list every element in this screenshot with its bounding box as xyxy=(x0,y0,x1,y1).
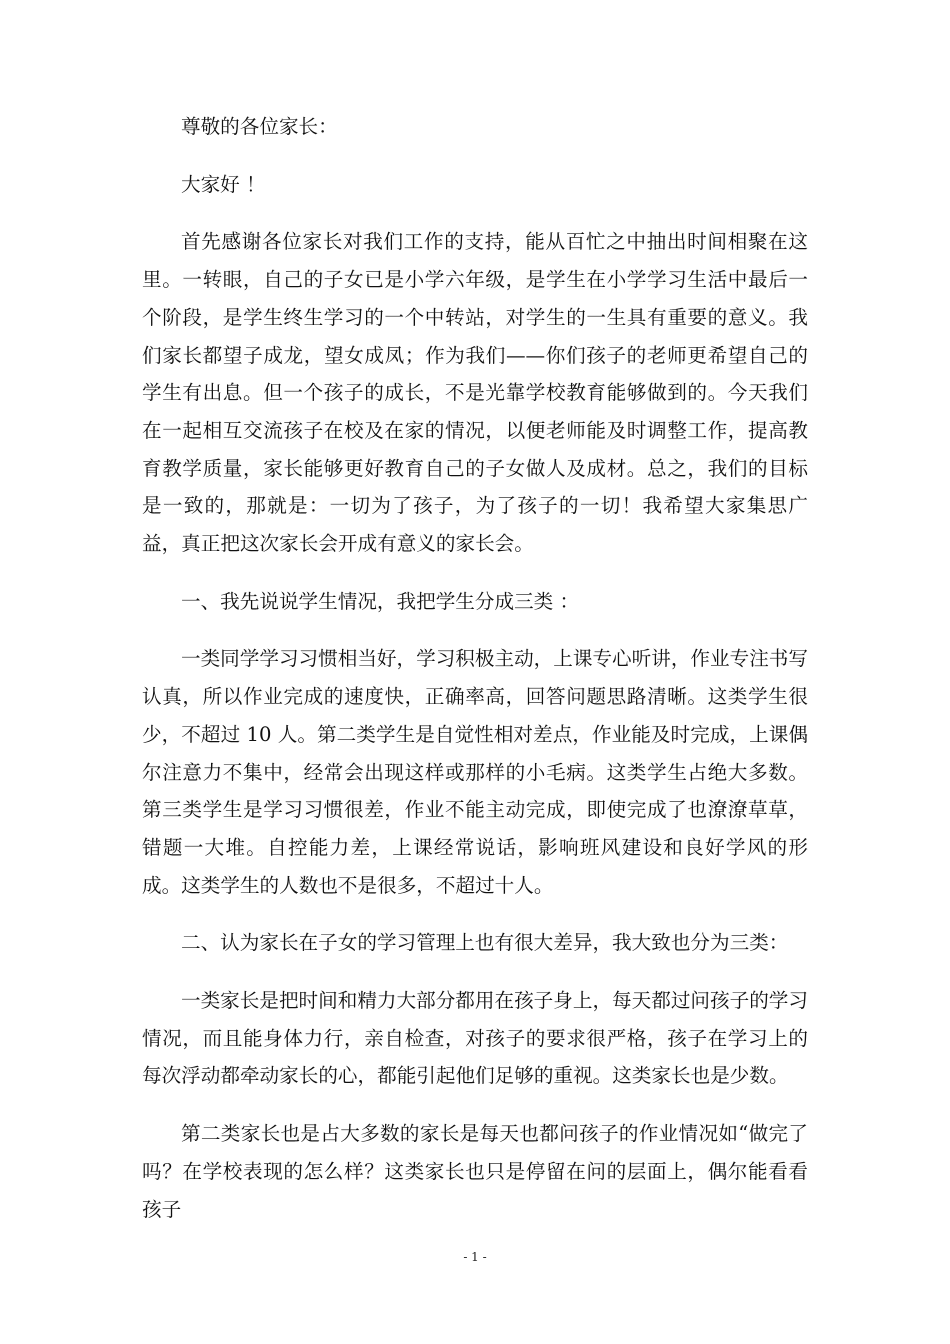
paragraph-parent-type-2: 第二类家长也是占大多数的家长是每天也都问孩子的作业情况如“做完了吗？在学校表现的怎么样？这类家长也只是停留在问的层面上，偶尔能看看孩子 xyxy=(142,1122,808,1221)
salutation: 尊敬的各位家长： xyxy=(181,115,338,138)
letter-body xyxy=(142,108,808,1248)
section-heading-parents: 二、认为家长在子女的学习管理上也有很大差异，我大致也分为三类： xyxy=(181,931,789,955)
paragraph-parent-type-1: 一类家长是把时间和精力大部分都用在孩子身上，每天都过问孩子的学习情况，而且能身体力行，亲自检查，对孩子的要求很严格，孩子在学习上的每次浮动都牵动家长的心，都能引起他们足够的重视。这类家长也是少数。 xyxy=(142,989,808,1088)
page-number: - 1 - xyxy=(463,1250,487,1264)
paragraph-student-types: 一类同学学习习惯相当好，学习积极主动，上课专心听讲，作业专注书写认真，所以作业完成的速度快，正确率高，回答问题思路清晰。这类学生很少，不超过 10 人。第二类学生是自觉性相对差点，作业能及时完成，上课偶尔注意力不集中，经常会出现这样或那样的小毛病。这类学生占绝大多数。第三类学生是学习习惯很差，作业不能主动完成，即使完成了也潦潦草草，错题一大堆。自控能力差，上课经常说话，影响班风建设和良好学风的形成。这类学生的人数也不是很多，不超过十人。 xyxy=(142,647,808,897)
section-heading-students: 一、我先说说学生情况，我把学生分成三类 ： xyxy=(181,589,580,613)
paragraph-intro: 首先感谢各位家长对我们工作的支持，能从百忙之中抽出时间相聚在这里。一转眼，自己的子女已是小学六年级，是学生在小学学习生活中最后一个阶段，是学生终生学习的一个中转站，对学生的一生具有重要的意义。我们家长都望子成龙，望女成凤；作为我们——你们孩子的老师更希望自己的学生有出息。但一个孩子的成长，不是光靠学校教育能够做到的。今天我们在一起相互交流孩子在校及在家的情况，以便老师能及时调整工作，提高教育教学质量，家长能够更好教育自己的子女做人及成材。总之，我们的目标是一致的，那就是：一切为了孩子，为了孩子的一切！我希望大家集思广益，真正把这次家长会开成有意义的家长会。 xyxy=(142,230,808,556)
greeting: 大家好 ！ xyxy=(181,172,266,196)
